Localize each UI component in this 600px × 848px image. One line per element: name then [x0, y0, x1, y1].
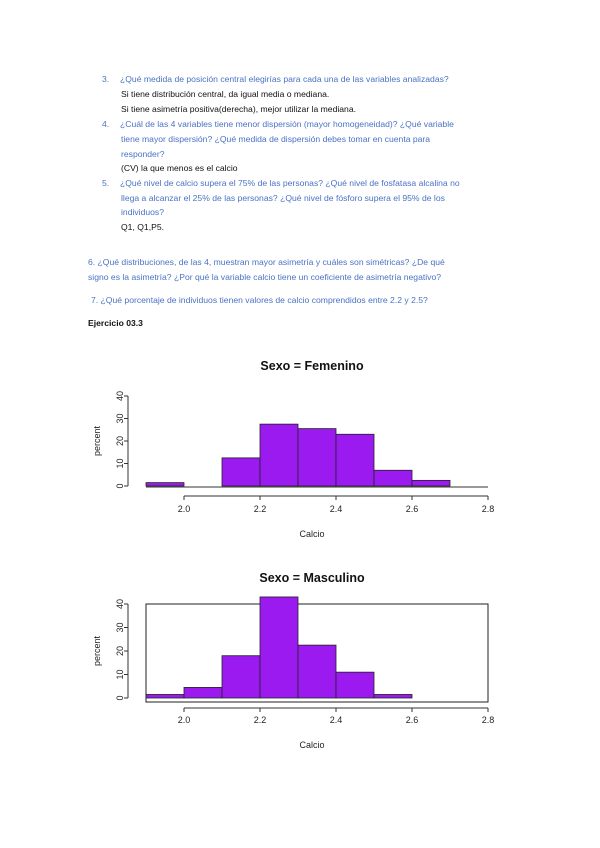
question-text-cont: tiene mayor dispersión? ¿Qué medida de dispersión debes tomar en cuenta para [121, 134, 431, 144]
histogram-femenino [0, 345, 600, 555]
histogram-bar [146, 694, 184, 698]
histogram-bar [184, 687, 222, 698]
x-tick-label: 2.6 [405, 504, 419, 514]
histogram-bar [298, 429, 336, 486]
histogram-bar [222, 458, 260, 486]
question-text-cont: individuos? [121, 207, 164, 217]
question-text-cont: llega a alcanzar el 25% de las personas? ¿Qué nivel de fósforo supera el 95% de los [121, 193, 445, 203]
x-tick-label: 2.8 [481, 504, 495, 514]
question-text-cont: responder? [121, 149, 165, 159]
answer-line: Q1, Q1,P5. [121, 222, 164, 232]
x-tick-label: 2.0 [177, 715, 191, 725]
y-tick-label: 0 [115, 695, 125, 701]
question-number: 5. [102, 178, 110, 188]
y-tick-label: 10 [115, 458, 125, 469]
answer-line: Si tiene asimetría positiva(derecha), mejor utilizar la mediana. [121, 104, 356, 114]
x-tick-label: 2.6 [405, 715, 419, 725]
x-tick-label: 2.2 [253, 715, 267, 725]
histogram-bar [336, 434, 374, 486]
x-tick-label: 2.4 [329, 715, 343, 725]
y-axis-label: percent [92, 425, 102, 457]
question-6-line: signo es la asimetría? ¿Por qué la variable calcio tiene un coeficiente de asimetría negativo? [88, 272, 442, 282]
x-axis-label: Calcio [299, 740, 325, 750]
histogram-bar [146, 483, 184, 486]
question-number: 3. [102, 74, 110, 84]
histogram-bar [260, 597, 298, 698]
y-axis-label: percent [92, 635, 102, 667]
y-tick-label: 30 [115, 622, 125, 633]
histogram-bar [374, 694, 412, 698]
histogram-bar [260, 424, 298, 486]
question-text: ¿Qué nivel de calcio supera el 75% de las personas? ¿Qué nivel de fosfatasa alcalina no [120, 178, 460, 188]
y-tick-label: 40 [115, 390, 125, 402]
y-tick-label: 20 [115, 435, 125, 447]
x-axis-label: Calcio [299, 529, 325, 539]
y-tick-label: 0 [115, 483, 125, 489]
chart-title: Sexo = Masculino [259, 571, 365, 585]
x-tick-label: 2.4 [329, 504, 343, 514]
question-6-line: 6. ¿Qué distribuciones, de las 4, muestran mayor asimetría y cuáles son simétricas? ¿De qué [88, 257, 445, 267]
y-tick-label: 30 [115, 413, 125, 424]
x-tick-label: 2.2 [253, 504, 267, 514]
y-tick-label: 10 [115, 669, 125, 680]
histogram-bar [336, 672, 374, 698]
answer-line: Si tiene distribución central, da igual media o mediana. [121, 89, 330, 99]
histogram-bar [298, 645, 336, 698]
histogram-bar [374, 470, 412, 486]
x-tick-label: 2.0 [177, 504, 191, 514]
answer-line: (CV) la que menos es el calcio [121, 163, 238, 173]
exercise-heading: Ejercicio 03.3 [88, 318, 143, 328]
histogram-masculino [0, 562, 600, 762]
question-text: ¿Cuál de las 4 variables tiene menor dispersión (mayor homogeneidad)? ¿Qué variable [120, 119, 454, 129]
question-number: 4. [102, 119, 110, 129]
x-tick-label: 2.8 [481, 715, 495, 725]
histogram-bar [222, 656, 260, 698]
chart-title: Sexo = Femenino [260, 359, 364, 373]
y-tick-label: 40 [115, 598, 125, 610]
question-text: ¿Qué medida de posición central elegirías para cada una de las variables analizadas? [120, 74, 449, 84]
histogram-bar [412, 480, 450, 486]
y-tick-label: 20 [115, 645, 125, 657]
question-7: 7. ¿Qué porcentaje de individuos tienen valores de calcio comprendidos entre 2.2 y 2.5? [91, 295, 428, 305]
